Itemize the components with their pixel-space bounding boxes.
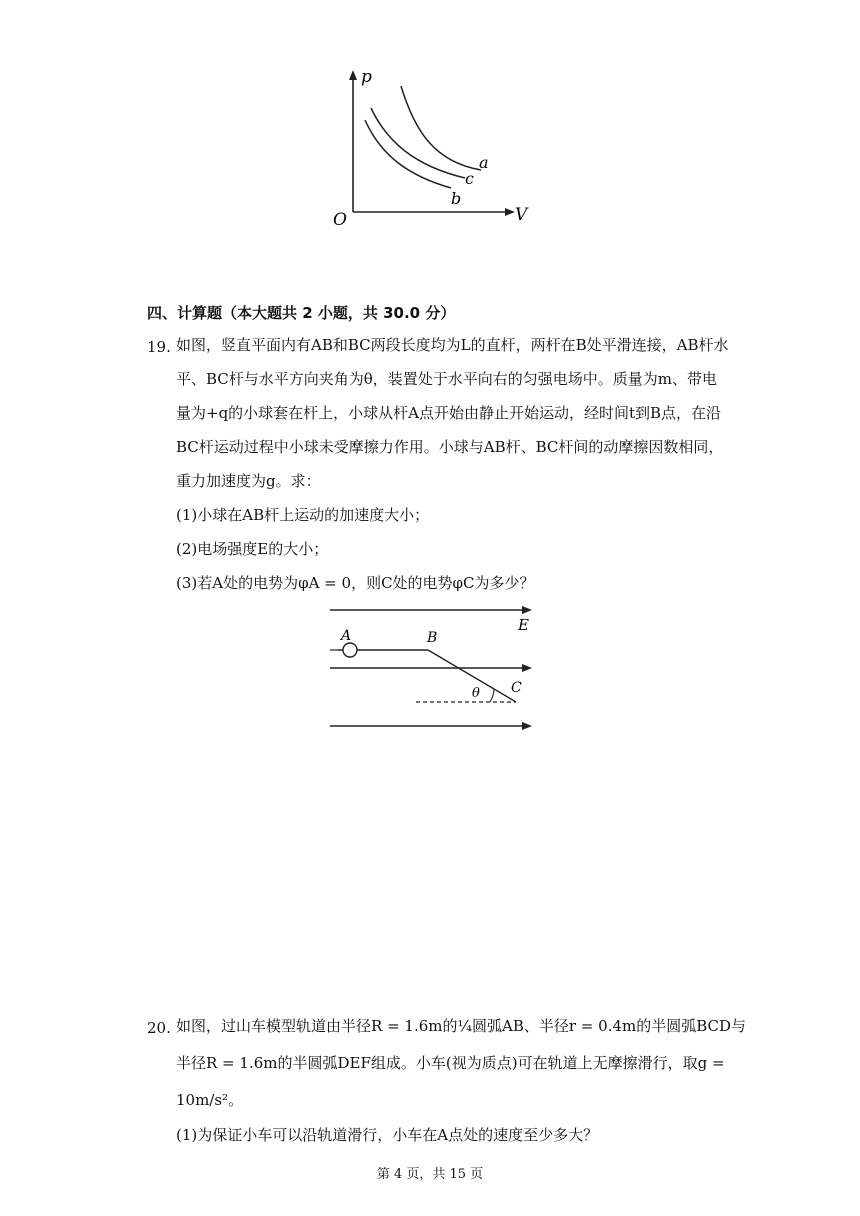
- q19-sub-1: (1)小球在AB杆上运动的加速度大小；: [176, 506, 430, 524]
- p-axis-label: p: [361, 67, 372, 87]
- q19-line-1: 如图，竖直平面内有AB和BC两段长度均为L的直杆，两杆在B处平滑连接，AB杆水: [176, 336, 729, 354]
- pv-diagram: [325, 62, 545, 232]
- q19-line-4: BC杆运动过程中小球未受摩擦力作用。小球与AB杆、BC杆间的动摩擦因数相同，: [176, 438, 724, 456]
- q20-sub-1: (1)为保证小车可以沿轨道滑行，小车在A点处的速度至少多大？: [176, 1126, 599, 1144]
- curve-c: [371, 108, 465, 178]
- field-arrow-bottom: [522, 722, 532, 730]
- q20-line-3: 10m/s²。: [176, 1091, 244, 1109]
- label-theta: θ: [472, 686, 480, 701]
- q19-number: 19.: [147, 338, 171, 356]
- curve-b-label: b: [451, 189, 462, 208]
- field-arrow-middle: [522, 664, 532, 672]
- q19-line-2: 平、BC杆与水平方向夹角为θ，装置处于水平向右的匀强电场中。质量为m、带电: [176, 370, 718, 388]
- page-footer: 第 4 页，共 15 页: [376, 1167, 484, 1182]
- ball-a: [343, 643, 357, 657]
- angle-arc: [490, 689, 494, 702]
- origin-label: O: [333, 210, 347, 230]
- label-C: C: [511, 680, 522, 696]
- curve-a-label: a: [479, 153, 489, 172]
- q20-number: 20.: [147, 1019, 171, 1037]
- q19-sub-2: (2)电场强度E的大小；: [176, 540, 329, 558]
- curve-c-label: c: [465, 169, 474, 188]
- q19-sub-3: (3)若A处的电势为φA = 0，则C处的电势φC为多少？: [176, 574, 535, 592]
- q19-line-3: 量为+q的小球套在杆上，小球从杆A点开始由静止开始运动，经时间t到B点，在沿: [176, 404, 722, 422]
- label-B: B: [427, 630, 438, 646]
- section-title: 四、计算题（本大题共 2 小题，共 30.0 分）: [147, 304, 456, 322]
- p-axis-arrow: [349, 70, 357, 80]
- field-label-E: E: [518, 616, 529, 634]
- q20-line-2: 半径R = 1.6m的半圆弧DEF组成。小车(视为质点)可在轨道上无摩擦滑行，取g =: [176, 1054, 725, 1072]
- field-arrow-top: [522, 606, 532, 614]
- label-A: A: [341, 628, 352, 644]
- rod-field-diagram: [320, 598, 550, 738]
- v-axis-arrow: [505, 208, 515, 216]
- v-axis-label: V: [515, 205, 528, 225]
- q20-line-1: 如图，过山车模型轨道由半径R = 1.6m的¼圆弧AB、半径r = 0.4m的半圆弧BCD与: [176, 1017, 747, 1035]
- q19-line-5: 重力加速度为g。求：: [176, 472, 321, 490]
